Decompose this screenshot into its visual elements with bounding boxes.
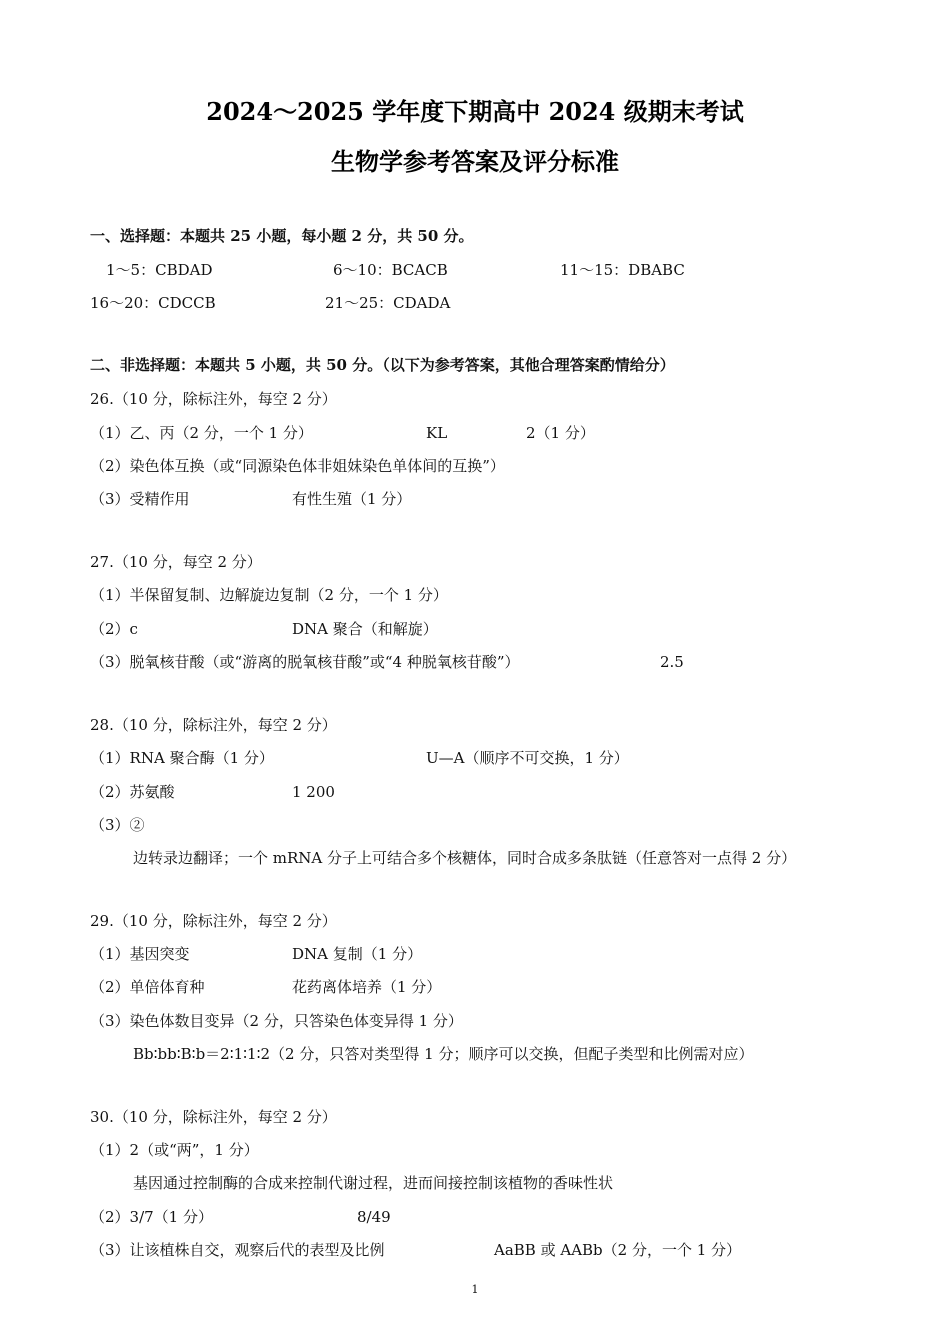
q28-line-1a: （1）RNA 聚合酶（1 分） (90, 749, 274, 767)
page-number: 1 (471, 1283, 479, 1296)
q29-line-1a: （1）基因突变 (90, 945, 190, 963)
q27-line-2b: DNA 聚合（和解旋） (292, 620, 438, 638)
q26-line-3b: 有性生殖（1 分） (292, 490, 412, 508)
q26-heading: 26.（10 分，除标注外，每空 2 分） (90, 390, 337, 408)
q27-line-1: （1）半保留复制、边解旋边复制（2 分，一个 1 分） (90, 586, 448, 604)
q26-line-1c: 2（1 分） (526, 424, 595, 442)
q29-heading: 29.（10 分，除标注外，每空 2 分） (90, 912, 337, 930)
answer-21-25: 21～25：CDADA (325, 294, 451, 312)
q26-line-1b: KL (426, 424, 448, 442)
answer-6-10: 6～10：BCACB (333, 261, 448, 279)
section-2-heading: 二、非选择题：本题共 5 小题，共 50 分。（以下为参考答案，其他合理答案酌情给分） (90, 356, 675, 374)
q27-heading: 27.（10 分，每空 2 分） (90, 553, 262, 571)
q29-line-2a: （2）单倍体育种 (90, 978, 205, 996)
q30-line-4b: AaBB 或 AABb（2 分，一个 1 分） (494, 1241, 742, 1259)
q29-line-2b: 花药离体培养（1 分） (292, 978, 442, 996)
q28-line-1b: U—A（顺序不可交换，1 分） (426, 749, 629, 767)
q29-line-3: （3）染色体数目变异（2 分，只答染色体变异得 1 分） (90, 1012, 463, 1030)
title-line-2: 生物学参考答案及评分标准 (331, 147, 619, 176)
title-line-1: 2024～2025 学年度下期高中 2024 级期末考试 (206, 97, 744, 126)
answer-11-15: 11～15：DBABC (560, 261, 685, 279)
q28-line-3: （3）② (90, 816, 145, 834)
q29-line-4: Bb∶bb∶B∶b＝2∶1∶1∶2（2 分，只答对类型得 1 分；顺序可以交换，但配子类型和比例需对应） (133, 1045, 754, 1063)
q27-line-2a: （2）c (90, 620, 138, 638)
q30-line-1: （1）2（或“两”，1 分） (90, 1141, 259, 1159)
q30-line-3b: 8/49 (357, 1208, 391, 1226)
section-1-heading: 一、选择题：本题共 25 小题，每小题 2 分，共 50 分。 (90, 227, 474, 245)
q27-line-3a: （3）脱氧核苷酸（或“游离的脱氧核苷酸”或“4 种脱氧核苷酸”） (90, 653, 520, 671)
q28-line-2a: （2）苏氨酸 (90, 783, 175, 801)
q26-line-1a: （1）乙、丙（2 分，一个 1 分） (90, 424, 313, 442)
q28-line-2b: 1 200 (292, 783, 335, 801)
q30-line-4a: （3）让该植株自交，观察后代的表型及比例 (90, 1241, 385, 1259)
q30-line-2: 基因通过控制酶的合成来控制代谢过程，进而间接控制该植物的香味性状 (133, 1174, 614, 1192)
answer-16-20: 16～20：CDCCB (90, 294, 216, 312)
q30-line-3a: （2）3/7（1 分） (90, 1208, 213, 1226)
q26-line-2: （2）染色体互换（或“同源染色体非姐妹染色单体间的互换”） (90, 457, 505, 475)
q28-line-4: 边转录边翻译；一个 mRNA 分子上可结合多个核糖体，同时合成多条肽链（任意答对一点得 2 分） (133, 849, 797, 867)
q29-line-1b: DNA 复制（1 分） (292, 945, 423, 963)
answer-1-5: 1～5：CBDAD (106, 261, 213, 279)
q30-heading: 30.（10 分，除标注外，每空 2 分） (90, 1108, 337, 1126)
q26-line-3a: （3）受精作用 (90, 490, 190, 508)
q28-heading: 28.（10 分，除标注外，每空 2 分） (90, 716, 337, 734)
q27-line-3b: 2.5 (660, 653, 684, 671)
